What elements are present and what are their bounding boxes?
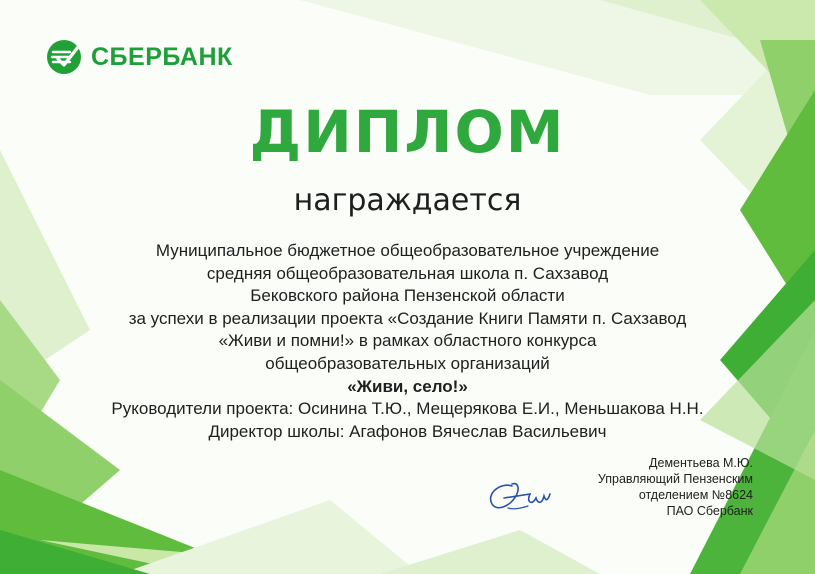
contest-name: «Живи, село!»: [347, 376, 468, 396]
signatory-branch: отделением №8624: [638, 488, 753, 502]
bg-shape: [380, 530, 600, 574]
award-text: [100, 240, 715, 443]
handwritten-signature: [482, 472, 554, 518]
award-line: средняя общеобразовательная школа п. Сахзавод: [206, 263, 609, 283]
signatory-block: [598, 455, 753, 519]
award-line: за успехи в реализации проекта «Создание Книги Памяти п. Сахзавод: [128, 308, 687, 328]
school-director: Директор школы: Агафонов Вячеслав Васильевич: [208, 421, 607, 441]
diploma-subtitle: награждается: [293, 183, 522, 218]
award-line: Бековского района Пензенской области: [250, 286, 565, 306]
sberbank-logo: [44, 37, 233, 77]
award-line: «Живи и помни!» в рамках областного конкурса: [218, 331, 597, 351]
award-line: общеобразовательных организаций: [265, 353, 550, 373]
signatory-name: Дементьева М.Ю.: [649, 456, 753, 470]
logo-text: СБЕРБАНК: [91, 42, 233, 71]
project-leaders: Руководители проекта: Осинина Т.Ю., Мещерякова Е.И., Меньшакова Н.Н.: [111, 399, 704, 419]
sberbank-logo-icon: [44, 37, 84, 77]
signatory-position: Управляющий Пензенским: [597, 472, 753, 486]
award-line: Муниципальное бюджетное общеобразовательное учреждение: [155, 241, 660, 260]
signatory-organization: ПАО Сбербанк: [666, 504, 753, 518]
diploma-title: ДИПЛОМ: [249, 98, 566, 166]
